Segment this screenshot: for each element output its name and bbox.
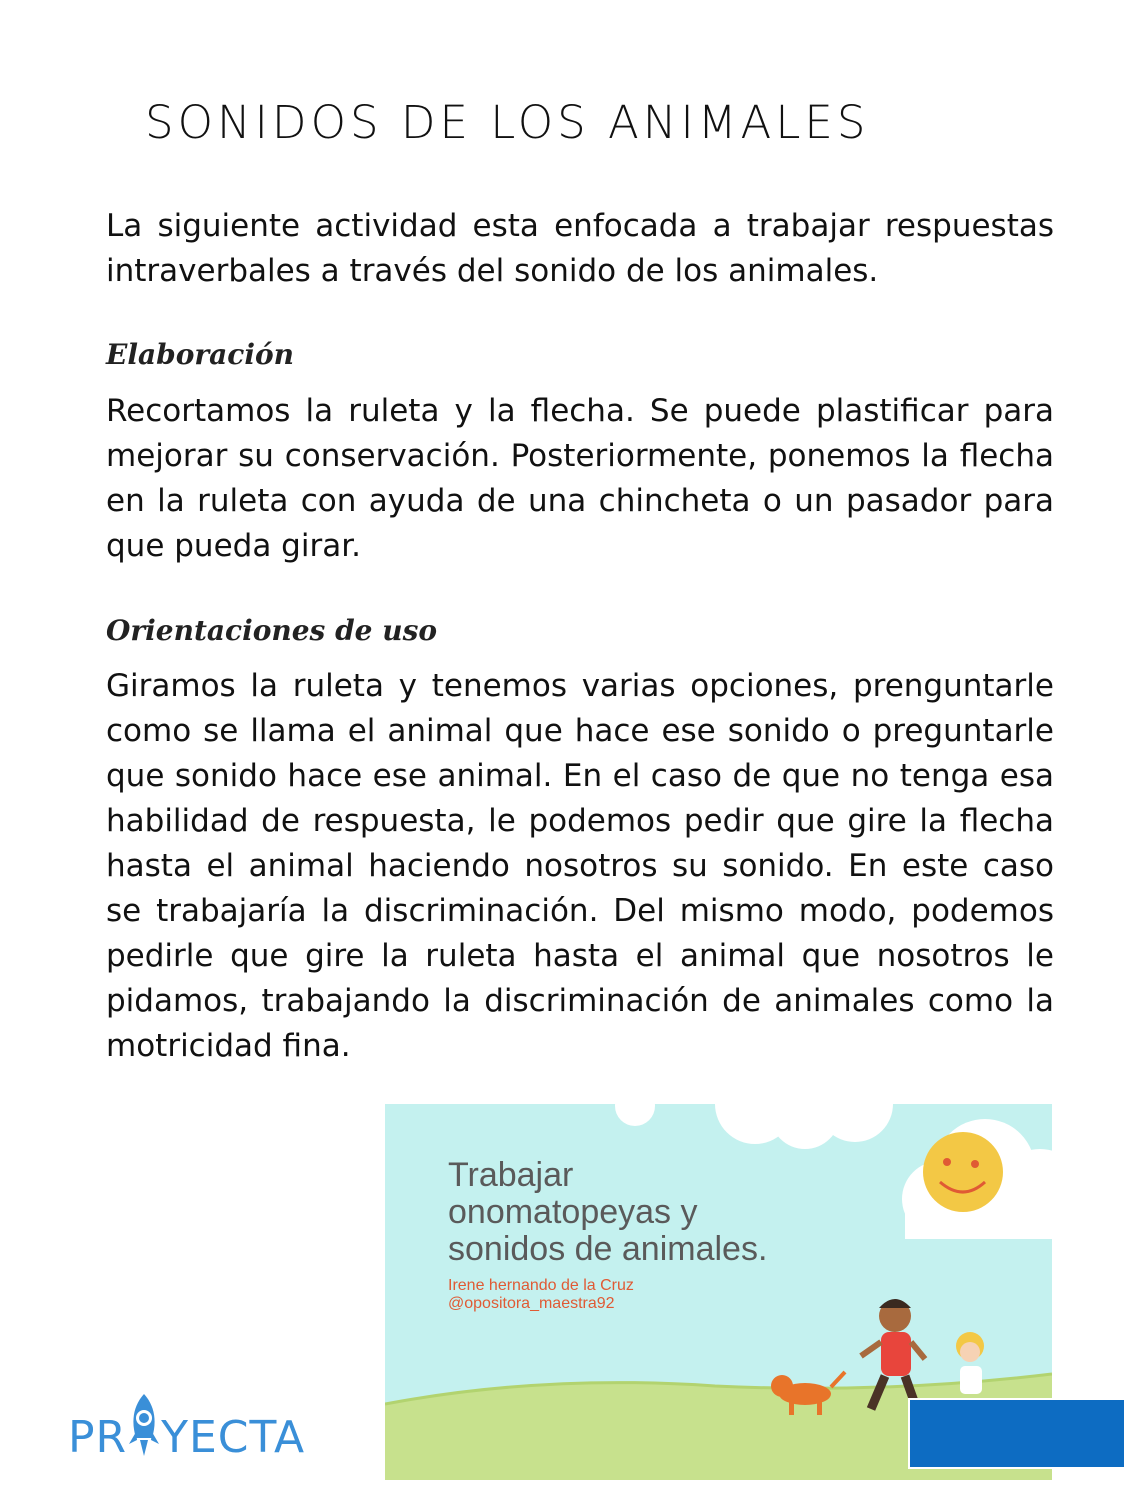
banner-handle: @opositora_maestra92 bbox=[448, 1295, 615, 1312]
section-heading-elaboracion: Elaboración bbox=[106, 338, 294, 371]
page-title: SONIDOS DE LOS ANIMALES bbox=[145, 96, 870, 149]
banner-title-line: Trabajar bbox=[448, 1156, 574, 1194]
banner-title-line: sonidos de animales. bbox=[448, 1230, 768, 1268]
intro-paragraph: La siguiente actividad esta enfocada a trabajar respuestas intraverbales a través del sonido de los animales. bbox=[106, 208, 1054, 289]
banner-title bbox=[448, 1157, 848, 1268]
section-heading-orientaciones: Orientaciones de uso bbox=[106, 614, 438, 647]
banner-author-block bbox=[448, 1277, 634, 1313]
banner-title-line: onomatopeyas y bbox=[448, 1193, 698, 1231]
proyecta-logo bbox=[68, 1392, 305, 1469]
girl-icon bbox=[956, 1332, 984, 1394]
section-text-orientaciones: Giramos la ruleta y tenemos varias opciones, prenguntarle como se llama el animal que hace ese sonido o preguntarle que sonido hace ese animal. En el caso de que no tenga esa habilidad de respuesta, le podemos pedir que gire la flecha hasta el animal haciendo nosotros su sonido. En este caso se trabajaría la discriminación. Del mismo modo, podemos pedirle que gire la ruleta hasta el animal que nosotros le pidamos, trabajando la discriminación de animales como la motricidad fina. bbox=[106, 668, 1054, 1064]
logo-text-end: YECTA bbox=[161, 1412, 306, 1463]
blue-rectangle bbox=[908, 1398, 1125, 1469]
rocket-icon bbox=[127, 1392, 161, 1469]
sun-icon bbox=[923, 1132, 1003, 1212]
banner-author: Irene hernando de la Cruz bbox=[448, 1277, 634, 1294]
logo-text-start: PR bbox=[68, 1412, 128, 1463]
section-text-elaboracion: Recortamos la ruleta y la flecha. Se puede plastificar para mejorar su conservación. Posteriormente, ponemos la flecha en la ruleta con ayuda de una chincheta o un pasador para que pueda girar. bbox=[106, 393, 1054, 564]
